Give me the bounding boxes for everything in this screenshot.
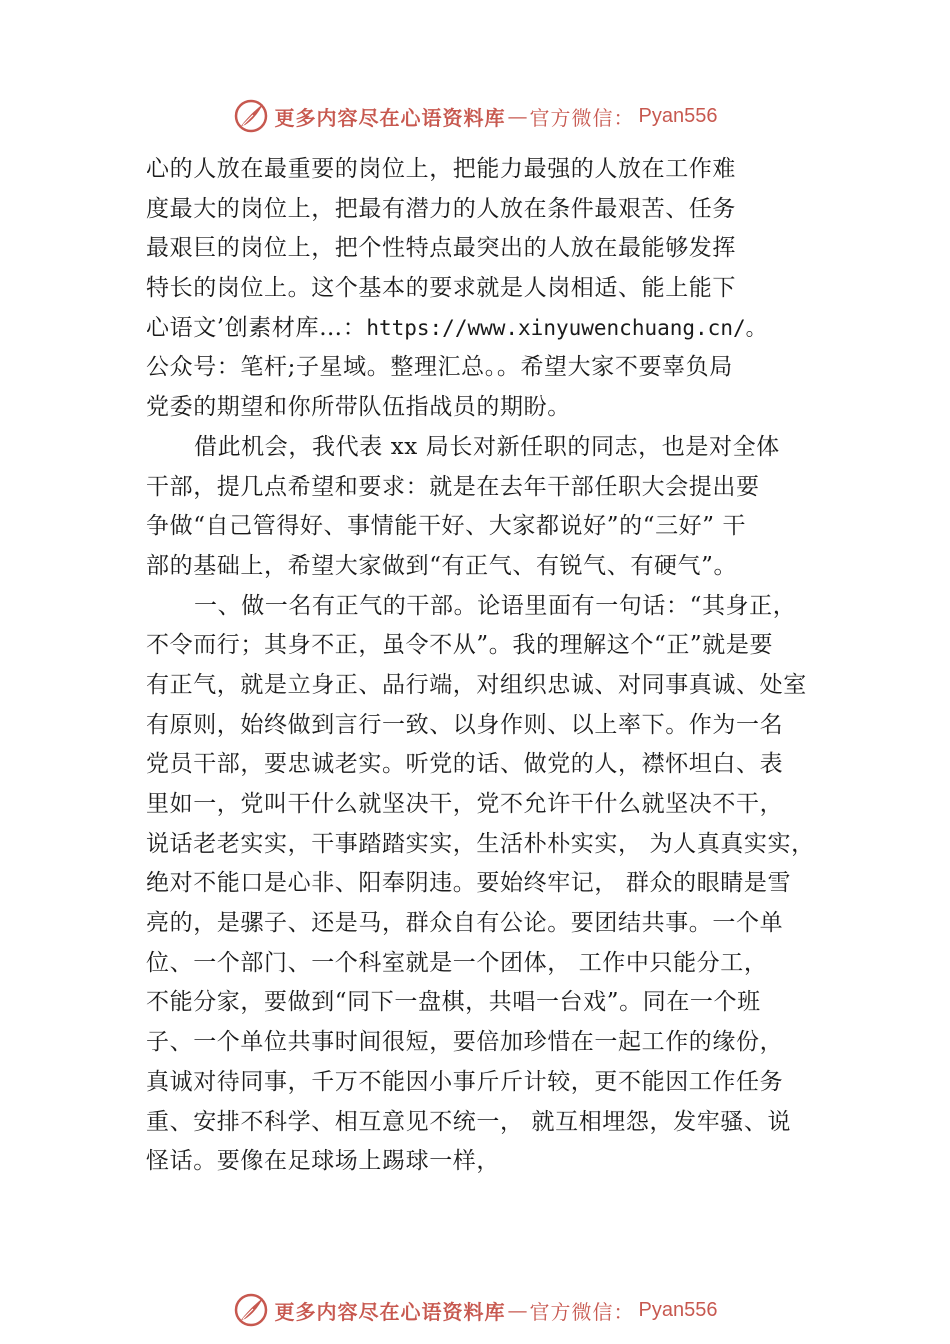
body-line: 不令而行；其身不正，虽令不从”。我的理解这个“正”就是要 <box>146 632 774 659</box>
paragraph-start: 一、做一名有正气的干部。论语里面有一句话：“其身正， <box>194 592 797 619</box>
body-line: 怪话。要像在足球场上踢球一样， <box>146 1148 500 1175</box>
body-line: 亮的，是骡子、还是马，群众自有公论。要团结共事。一个单 <box>146 910 784 937</box>
quill-logo-icon <box>233 1292 269 1328</box>
body-line: 说话老老实实，干事踏踏实实，生活朴朴实实， 为人真真实实， <box>146 830 815 857</box>
header-wechat-label: 官方微信： <box>529 105 635 130</box>
body-line: 党委的期望和你所带队伍指战员的期盼。 <box>146 394 571 421</box>
footer-banner <box>0 1290 950 1330</box>
body-line: 真诚对待同事，千万不能因小事斤斤计较，更不能因工作任务 <box>146 1068 784 1095</box>
paragraph-start: 借此机会，我代表 xx 局长对新任职的同志，也是对全体 <box>194 433 780 460</box>
body-line: 子、一个单位共事时间很短，要倍加珍惜在一起工作的缘份， <box>146 1029 784 1056</box>
body-line-prefix: 心语文’创素材库…： <box>146 314 367 341</box>
body-line: 特长的岗位上。这个基本的要求就是人岗相适、能上能下 <box>146 275 736 302</box>
body-line: 里如一，党叫干什么就坚决干，党不允许干什么就坚决不干， <box>146 791 784 817</box>
body-line: 重、安排不科学、相互意见不统一， 就互相埋怨，发牢骚、说 <box>146 1108 792 1135</box>
body-line: 心的人放在最重要的岗位上，把能力最强的人放在工作难 <box>146 156 736 182</box>
body-line: 干部，提几点希望和要求：就是在去年干部任职大会提出要 <box>146 473 760 500</box>
body-line: 党员干部，要忠诚老实。听党的话、做党的人，襟怀坦白、表 <box>146 751 784 778</box>
body-line: 绝对不能口是心非、阳奉阴违。要始终牢记， 群众的眼睛是雪 <box>146 870 792 897</box>
body-line: 有正气，就是立身正、品行端，对组织忠诚、对同事真诚、处室 <box>146 671 807 698</box>
footer-title: 更多内容尽在心语资料库 <box>274 1299 506 1324</box>
body-line: 最艰巨的岗位上，把个性特点最突出的人放在最能够发挥 <box>146 235 736 262</box>
body-line: 公众号：笔杆;子星域。整理汇总。。希望大家不要辜负局 <box>146 354 733 381</box>
document-body <box>146 150 836 1182</box>
body-line: 位、一个部门、一个科室就是一个团体， 工作中只能分工， <box>146 949 768 976</box>
quill-logo-icon <box>233 98 269 134</box>
header-dash: — <box>507 104 528 128</box>
header-banner <box>0 96 950 136</box>
body-line: 部的基础上，希望大家做到“有正气、有锐气、有硬气”。 <box>146 552 738 579</box>
body-line: 有原则，始终做到言行一致、以身作则、以上率下。作为一名 <box>146 711 784 738</box>
body-line: 不能分家，要做到“同下一盘棋，共唱一台戏”。同在一个班 <box>146 989 761 1016</box>
footer-wechat-label: 官方微信： <box>529 1299 635 1324</box>
header-title: 更多内容尽在心语资料库 <box>274 105 506 130</box>
body-line: 争做“自己管得好、事情能干好、大家都说好”的“三好” 干 <box>146 513 747 540</box>
website-url: https://www.xinyuwenchuang.cn/。 <box>366 315 767 340</box>
header-wechat-id: Pyan556 <box>638 104 718 127</box>
footer-wechat-id: Pyan556 <box>638 1298 718 1321</box>
body-line-with-url <box>146 309 836 349</box>
footer-dash: — <box>507 1298 528 1322</box>
body-line: 度最大的岗位上，把最有潜力的人放在条件最艰苦、任务 <box>146 195 736 222</box>
